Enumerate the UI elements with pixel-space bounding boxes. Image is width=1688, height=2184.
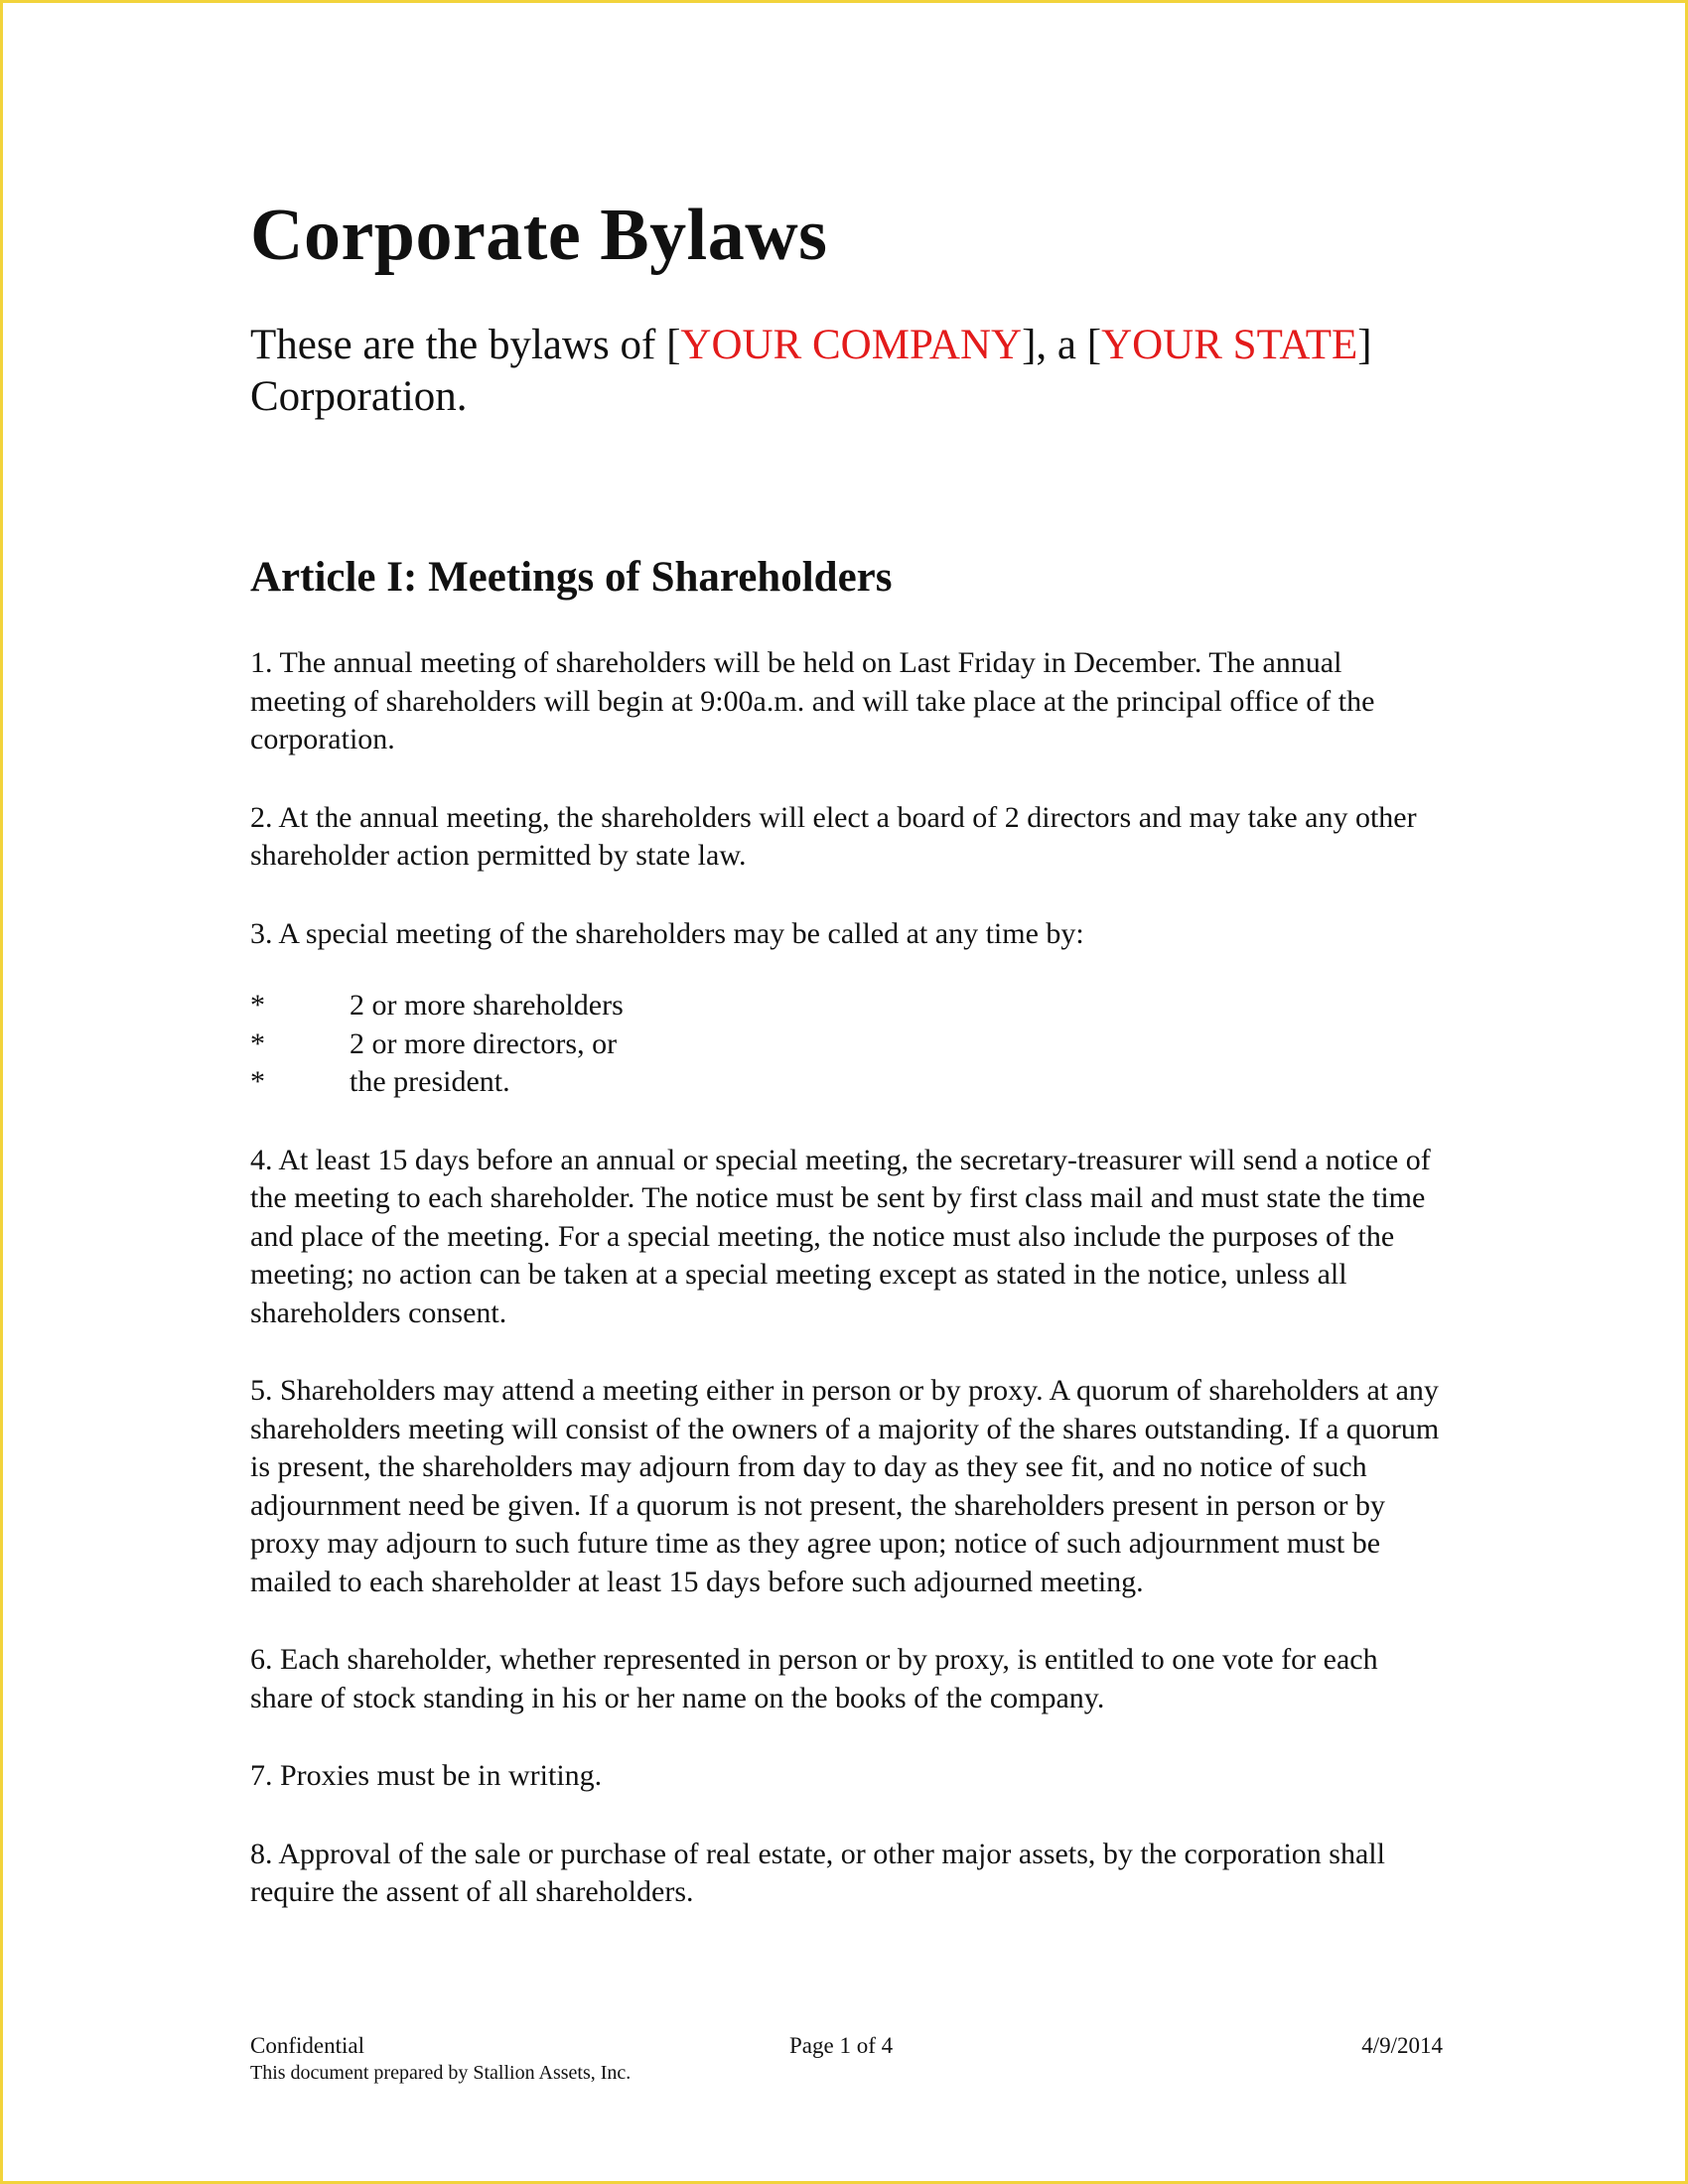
confidential-label: Confidential [250,2033,364,2058]
list-item-text: 2 or more shareholders [350,989,624,1023]
document-body [250,195,1442,1912]
bullet-marker: * [250,989,265,1023]
state-placeholder: YOUR STATE [1101,322,1358,368]
intro-text-1: These are the bylaws of [ [250,322,681,368]
list-item [250,1025,1442,1064]
company-placeholder: YOUR COMPANY [680,322,1023,368]
list-item-text: 2 or more directors, or [350,1026,618,1060]
paragraph-3: 3. A special meeting of the shareholders may be called at any time by: [250,916,1084,950]
intro-text-2: ], a [ [1022,322,1102,368]
intro-sentence [250,320,1442,423]
paragraph-8: 8. Approval of the sale or purchase of real estate, or other major assets, by the corporation shall require the assent of all shareholders. [250,1837,1385,1909]
page-footer [250,2032,1443,2086]
article-heading: Article I: Meetings of Shareholders [250,554,893,601]
list-item [250,1063,1442,1102]
special-meeting-callers-list [250,987,1442,1102]
page-number: Page 1 of 4 [789,2033,894,2058]
list-item-text: the president. [350,1065,510,1099]
footer-row [250,2032,1443,2060]
list-item [250,987,1442,1025]
paragraph-7: 7. Proxies must be in writing. [250,1759,603,1793]
bullet-marker: * [250,1026,265,1060]
paragraph-2: 2. At the annual meeting, the shareholders will elect a board of 2 directors and may take any other shareholder action permitted by state law. [250,800,1417,873]
intro-text-3: ] Corporation. [250,322,1372,420]
bullet-marker: * [250,1065,265,1099]
paragraph-6: 6. Each shareholder, whether represented in person or by proxy, is entitled to one vote for each share of stock standing in his or her name on the books of the company. [250,1643,1378,1714]
document-title: Corporate Bylaws [250,195,828,276]
paragraph-4: 4. At least 15 days before an annual or special meeting, the secretary-treasurer will send a notice of the meeting to each shareholder. The notice must be sent by first class mail and must state the time and place of the meeting. For a special meeting, the notice must also include the purposes of the meeting; no action can be taken at a special meeting except as stated in the notice, unless all shareholders consent. [250,1143,1431,1329]
paragraph-1: 1. The annual meeting of shareholders will be held on Last Friday in December. The annual meeting of shareholders will begin at 9:00a.m. and will take place at the principal office of the corporation. [250,646,1375,756]
document-date: 4/9/2014 [1361,2033,1443,2058]
prepared-by-note: This document prepared by Stallion Assets, Inc. [250,2062,632,2084]
paragraph-5: 5. Shareholders may attend a meeting either in person or by proxy. A quorum of shareholders at any shareholders meeting will consist of the owners of a majority of the shares outstanding. If a quorum is present, the shareholders may adjourn from day to day as they see fit, and no notice of such adjournment need be given. If a quorum is not present, the shareholders present in person or by proxy may adjourn to such future time as they agree upon; notice of such adjournment must be mailed to each shareholder at least 15 days before such adjourned meeting. [250,1374,1440,1598]
